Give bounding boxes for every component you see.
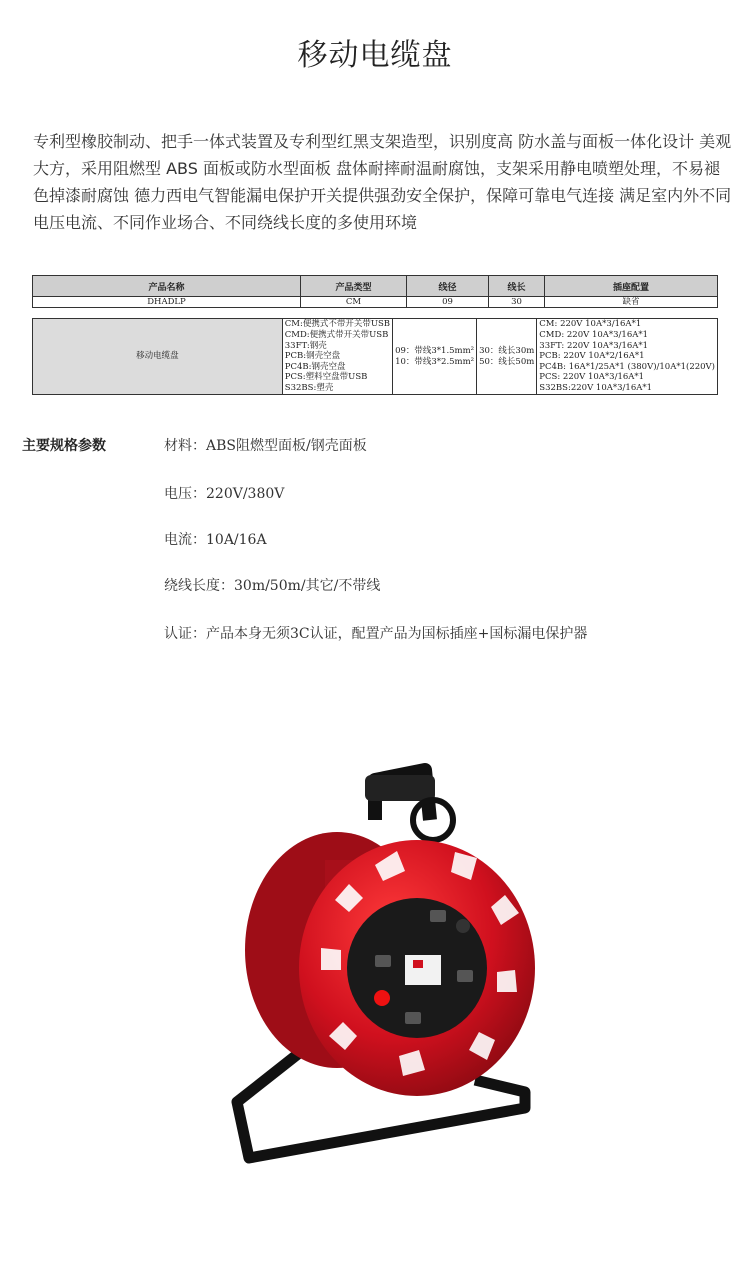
options-socket-configs (537, 319, 718, 395)
list-item: PCB:钢壳空盘 (284, 351, 341, 362)
spec-material: 材料：ABS阻燃型面板/钢壳面板 (164, 438, 367, 454)
cell-wire-gauge: 09 (407, 297, 489, 308)
header-wire-gauge: 线径 (407, 276, 489, 297)
cable-reel-product-image (225, 750, 545, 1190)
options-wire-gauges (393, 319, 477, 395)
list-item: S32BS:塑壳 (284, 382, 334, 393)
cell-wire-length: 30 (489, 297, 545, 308)
spec-voltage: 电压：220V/380V (164, 486, 285, 502)
list-item: 09：带线3*1.5mm² (395, 345, 475, 356)
list-item: PCS: 220V 10A*3/16A*1 (539, 372, 645, 383)
spec-cable-length: 绕线长度：30m/50m/其它/不带线 (164, 578, 381, 594)
product-description: 专利型橡胶制动、把手一体式装置及专利型红黑支架造型，识别度高 防水盖与面板一体化设计 美观大方，采用阻燃型 ABS 面板或防水型面板 盘体耐摔耐温耐腐蚀，支架采用静电喷塑处理，不易褪色掉漆耐腐蚀 德力西电气智能漏电保护开关提供强劲安全保护，保障可靠电气连接 满足室内外不同电压电流、不同作业场合、不同绕线长度的多使用环境 (33, 132, 732, 232)
page-title: 移动电缆盘 (297, 38, 453, 73)
list-item: PC4B: 16A*1/25A*1 (380V)/10A*1(220V) (539, 361, 715, 372)
options-wire-lengths (477, 319, 537, 395)
model-code-table (32, 275, 718, 308)
list-item: CM:便携式不带开关带USB (284, 319, 391, 330)
model-options-table (32, 318, 718, 395)
list-item: CM: 220V 10A*3/16A*1 (539, 319, 642, 330)
spec-certification: 认证：产品本身无须3C认证，配置产品为国标插座+国标漏电保护器 (164, 626, 588, 642)
list-item: S32BS:220V 10A*3/16A*1 (539, 382, 653, 393)
list-item: 33FT: 220V 10A*3/16A*1 (539, 340, 649, 351)
list-item: 50：线长50m (479, 356, 535, 367)
header-socket-config: 插座配置 (545, 276, 718, 297)
header-product-name: 产品名称 (33, 276, 301, 297)
table-row (33, 297, 718, 308)
header-wire-length: 线长 (489, 276, 545, 297)
list-item: 10：带线3*2.5mm² (395, 356, 475, 367)
leakage-breaker (405, 955, 441, 985)
list-item: 33FT:钢壳 (284, 340, 327, 351)
indicator-light (374, 990, 390, 1006)
cell-socket-config: 缺省 (545, 297, 718, 308)
cell-product-type: CM (301, 297, 407, 308)
list-item: CMD:便携式带开关带USB (284, 330, 389, 341)
table-header-row (33, 276, 718, 297)
table-row (33, 319, 718, 395)
specs-heading: 主要规格参数 (22, 438, 106, 454)
handle-grip (365, 775, 435, 801)
cell-product-name: DHADLP (33, 297, 301, 308)
header-product-type: 产品类型 (301, 276, 407, 297)
options-product-types (282, 319, 392, 395)
spec-current: 电流：10A/16A (164, 532, 267, 548)
list-item: PCB: 220V 10A*2/16A*1 (539, 351, 645, 362)
list-item: 30：线长30m (479, 345, 535, 356)
options-product-name: 移动电缆盘 (33, 319, 283, 395)
list-item: CMD: 220V 10A*3/16A*1 (539, 330, 649, 341)
list-item: PCS:塑料空盘带USB (284, 372, 368, 383)
list-item: PC4B:钢壳空盘 (284, 361, 346, 372)
